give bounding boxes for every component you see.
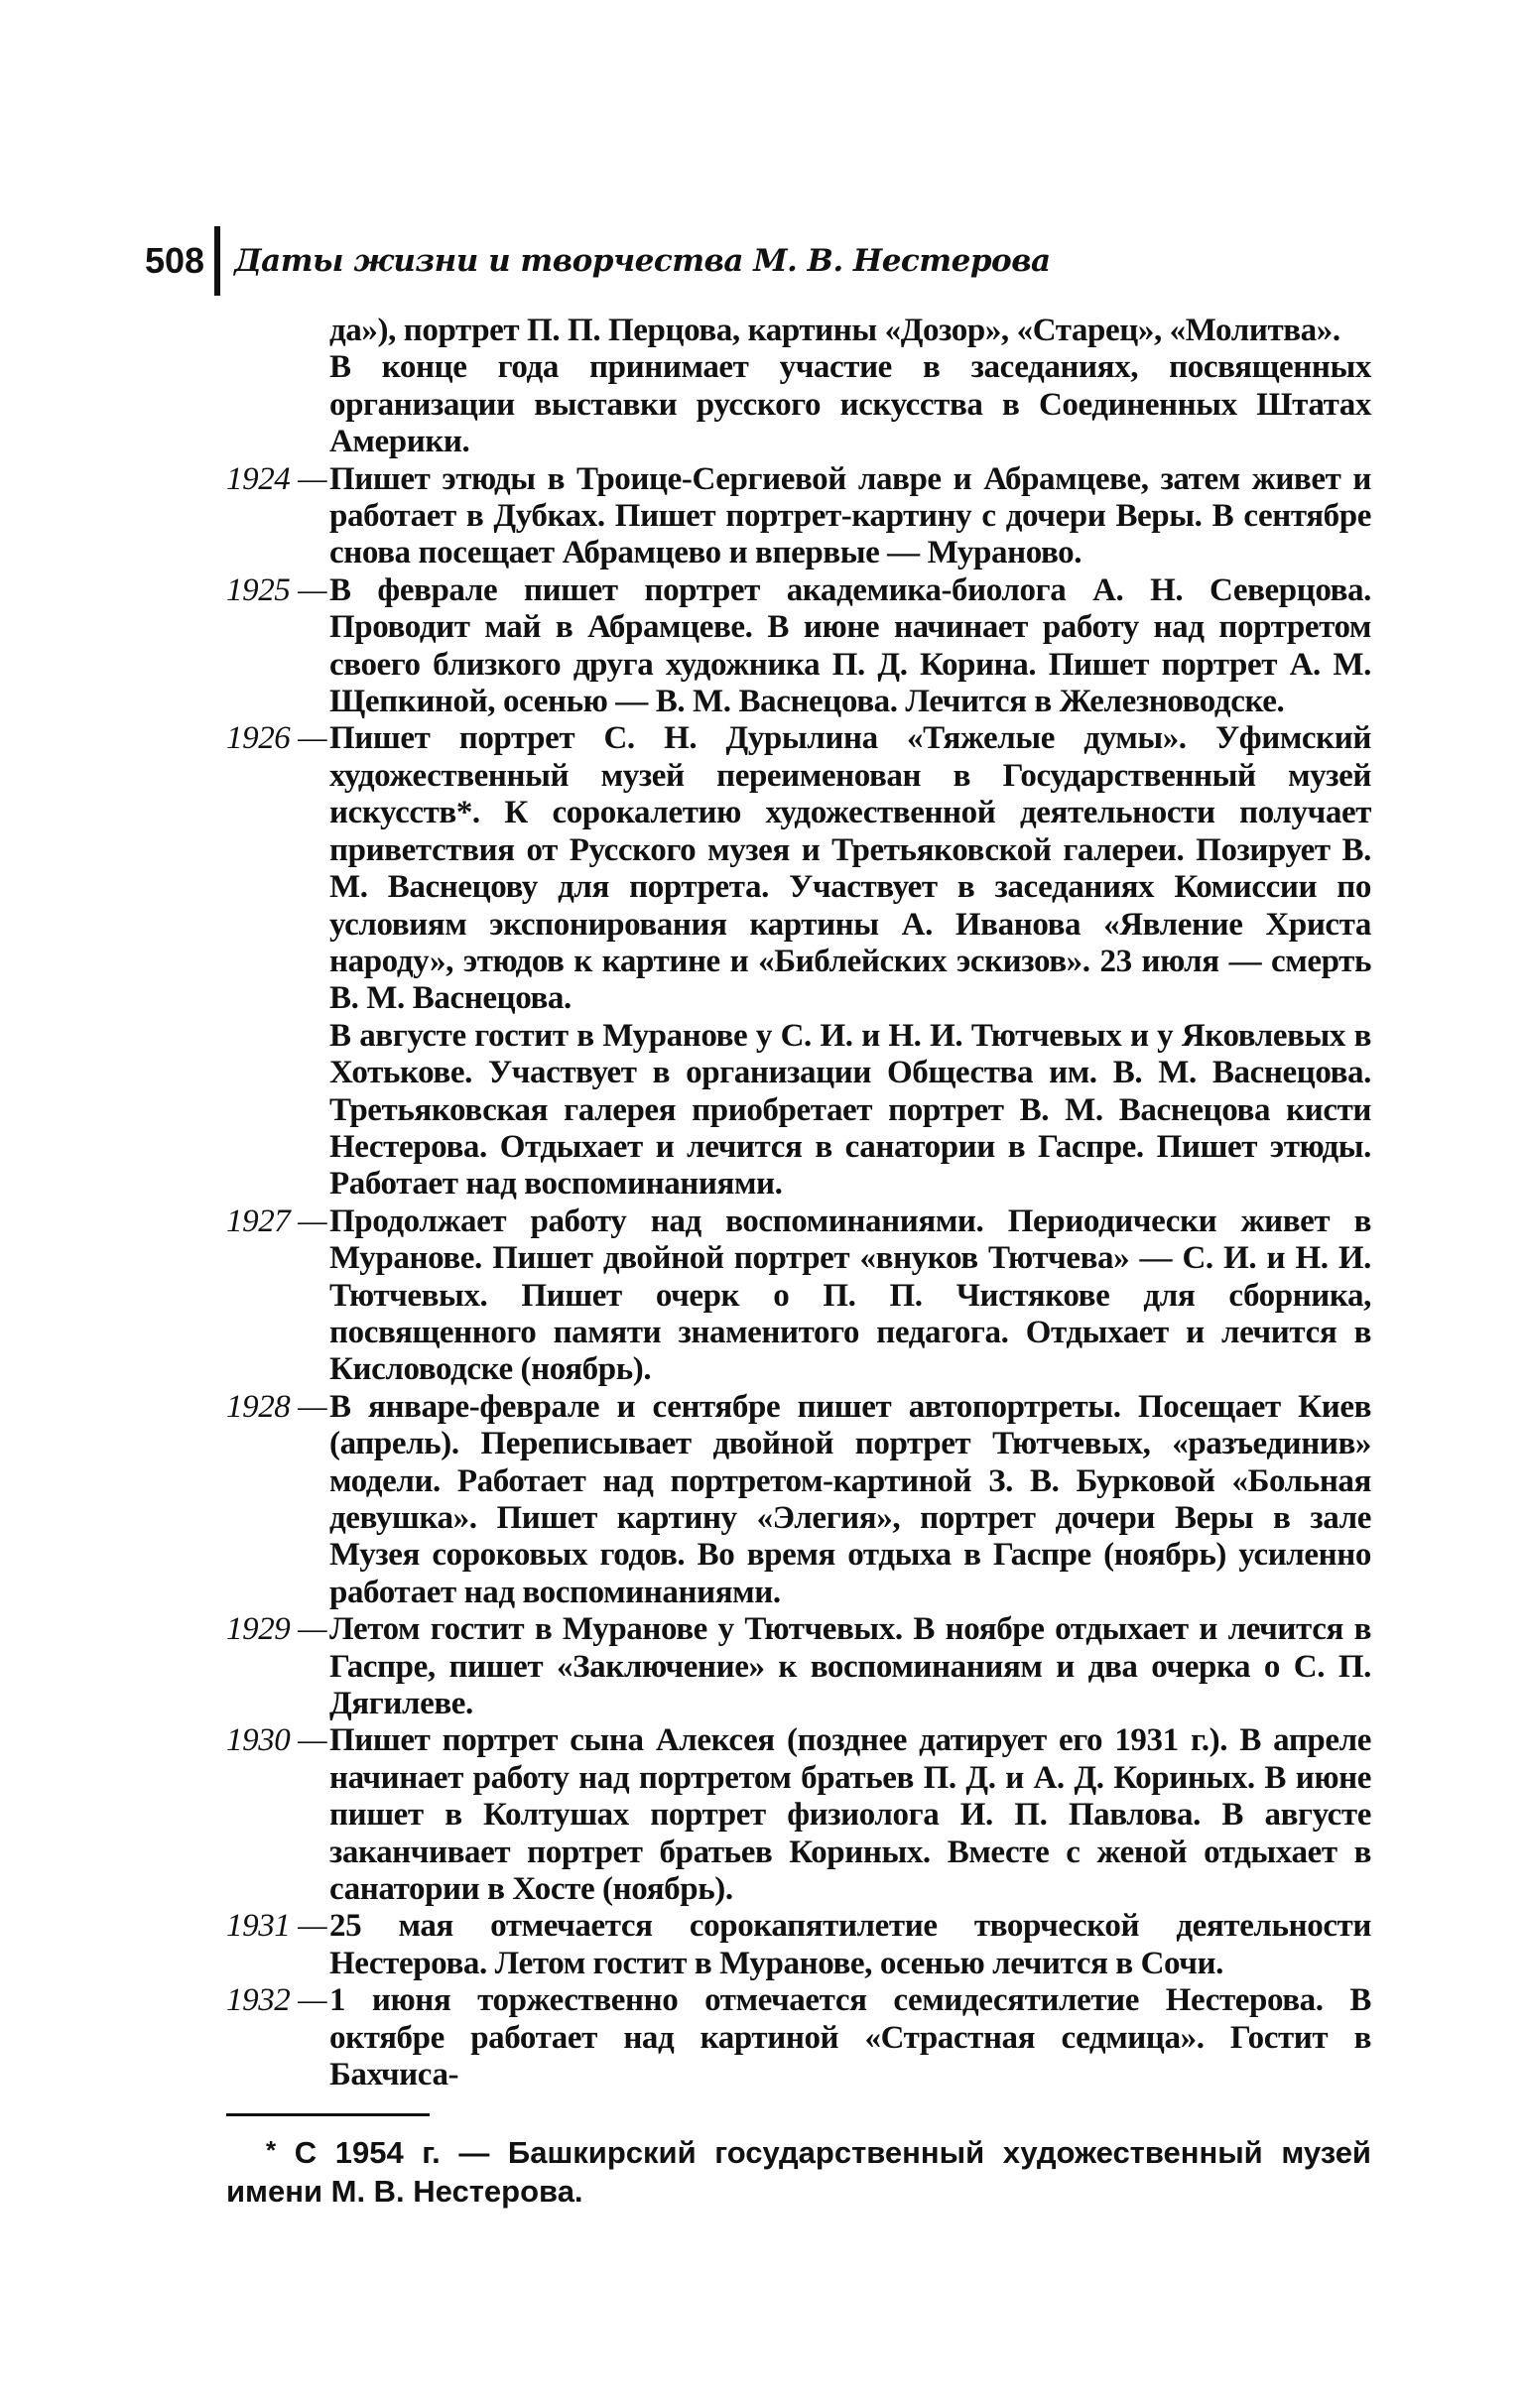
continuation-paragraph: В конце года принимает участие в заседаниях, посвященных организации выставки русского искусства в Соединенных Штатах Америки. — [329, 349, 1371, 460]
continuation-entry — [226, 313, 1371, 461]
year-label: 1931 — — [226, 1908, 327, 1945]
entry-text: 1 июня торжественно отмечается семидесятилетие Нестерова. В октябре работает над картиной «Страстная седмица». Гостит в Бахчиса- — [329, 1982, 1371, 2093]
footnote-divider — [226, 2113, 430, 2116]
chronology-entry-1926 — [226, 720, 1371, 1203]
chronology-entry-1932 — [226, 1982, 1371, 2093]
entry-text: Пишет портрет сына Алексея (позднее датирует его 1931 г.). В апреле начинает работу над портретом братьев П. Д. и А. Д. Кориных. В июне пишет в Колтушах портрет физиолога И. П. Павлова. В августе заканчивает портрет братьев Кориных. Вместе с женой отдыхает в санатории в Хосте (ноябрь). — [329, 1722, 1371, 1908]
year-label: 1928 — — [226, 1388, 327, 1425]
year-label: 1924 — — [226, 460, 327, 497]
entry-text: Продолжает работу над воспоминаниями. Периодически живет в Муранове. Пишет двойной портрет «внуков Тютчева» — С. И. и Н. И. Тютчевых. Пишет очерк о П. П. Чистякове для сборника, посвященного памяти знаменитого педагога. Отдыхает и лечится в Кисловодске (ноябрь). — [329, 1203, 1371, 1388]
chronology-entry-1931 — [226, 1908, 1371, 1982]
chronology-entry-1930 — [226, 1722, 1371, 1908]
entry-text-continued: В августе гостит в Муранове у С. И. и Н. И. Тютчевых и у Яковлевых в Хотькове. Участвует в организации Общества им. В. М. Васнецова. Третьяковская галерея приобретает портрет В. М. Васнецова кисти Нестерова. Отдыхает и лечится в санатории в Гаспре. Пишет этюды. Работает над воспоминаниями. — [329, 1017, 1371, 1203]
entry-text: 25 мая отмечается сорокапятилетие творческой деятельности Нестерова. Летом гостит в Муранове, осенью лечится в Сочи. — [329, 1908, 1371, 1981]
entry-text: Пишет портрет С. Н. Дурылина «Тяжелые думы». Уфимский художественный музей переименован в Государственный музей искусств*. К сорокалетию художественной деятельности получает приветствия от Русского музея и Третьяковской галереи. Позирует В. М. Васнецову для портрета. Участвует в заседаниях Комиссии по условиям экспонирования картины А. Иванова «Явление Христа народу», этюдов к картине и «Библейских эскизов». 23 июля — смерть В. М. Васнецова. — [329, 720, 1371, 1017]
year-label: 1932 — — [226, 1982, 327, 2019]
header-divider — [214, 226, 220, 296]
page-header — [145, 226, 1051, 296]
continuation-paragraph: да»), портрет П. П. Перцова, картины «Дозор», «Старец», «Молитва». — [329, 313, 1340, 348]
year-label: 1930 — — [226, 1722, 327, 1759]
entry-text: Летом гостит в Муранове у Тютчевых. В ноябре отдыхает и лечится в Гаспре, пишет «Заключение» к воспоминаниям и два очерка о С. П. Дягилеве. — [329, 1611, 1371, 1722]
footnote-mark: * — [266, 2135, 277, 2165]
chronology-entry-1927 — [226, 1204, 1371, 1389]
chronology-entry-1929 — [226, 1611, 1371, 1722]
footnote-text: С 1954 г. — Башкирский государственный художественный музей имени М. В. Нестерова. — [226, 2135, 1371, 2209]
chronology — [226, 313, 1371, 2094]
year-label: 1929 — — [226, 1611, 327, 1648]
running-title: Даты жизни и творчества М. В. Нестерова — [234, 243, 1051, 279]
entry-text: Пишет этюды в Троице-Сергиевой лавре и Абрамцеве, затем живет и работает в Дубках. Пишет портрет-картину с дочери Веры. В сентябре снова посещает Абрамцево и впервые — Мураново. — [329, 460, 1371, 571]
chronology-entry-1925 — [226, 572, 1371, 721]
page-number: 508 — [145, 240, 205, 281]
chronology-entry-1928 — [226, 1389, 1371, 1611]
chronology-entry-1924 — [226, 461, 1371, 572]
entry-text: В январе-феврале и сентябре пишет автопортреты. Посещает Киев (апрель). Переписывает двойной портрет Тютчевых, «разъединив» модели. Работает над портретом-картиной З. В. Бурковой «Больная девушка». Пишет картину «Элегия», портрет дочери Веры в зале Музея сороковых годов. Во время отдыха в Гаспре (ноябрь) усиленно работает над воспоминаниями. — [329, 1388, 1371, 1610]
year-label: 1927 — — [226, 1203, 327, 1239]
year-label: 1925 — — [226, 571, 327, 608]
footnote — [226, 2131, 1371, 2211]
year-label: 1926 — — [226, 720, 327, 757]
entry-text: В феврале пишет портрет академика-биолога А. Н. Северцова. Проводит май в Абрамцеве. В июне начинает работу над портретом своего близкого друга художника П. Д. Корина. Пишет портрет А. М. Щепкиной, осенью — В. М. Васнецова. Лечится в Железноводске. — [329, 571, 1371, 720]
